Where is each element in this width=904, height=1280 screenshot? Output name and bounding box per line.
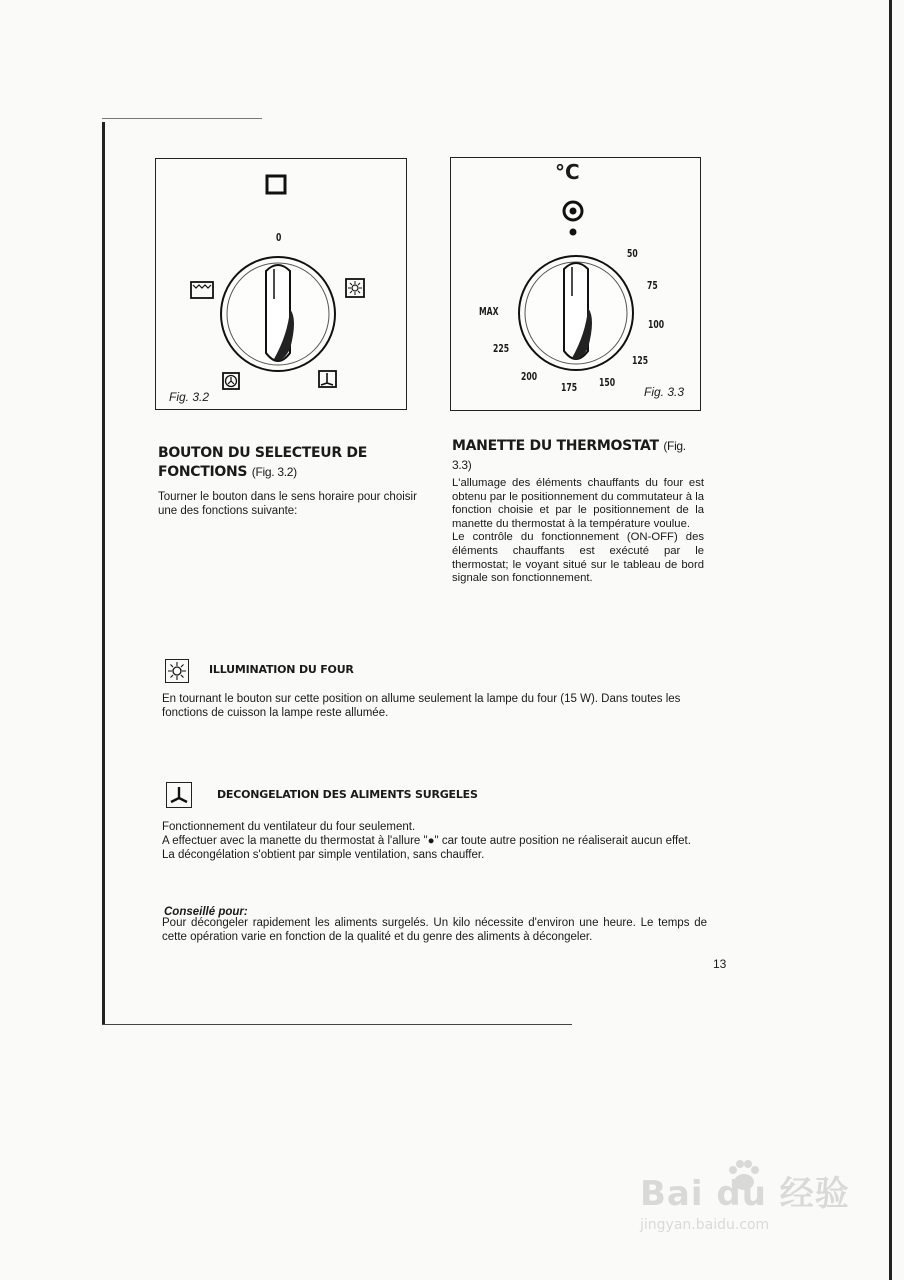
thermostat-text-2: Le contrôle du fonctionnement (ON-OFF) des éléments chauffants est exécuté par le thermostat; le voyant situé sur le tableau de bord signale son fonctionnement. — [452, 531, 704, 585]
baidu-watermark — [640, 1160, 850, 1233]
temp-label-50: 50 — [627, 247, 638, 260]
defrost-body — [162, 820, 707, 862]
temp-label-125: 125 — [632, 354, 649, 367]
thermostat-fig-ref: (Fig. 3.3) — [452, 439, 686, 472]
fan-defrost-small-icon — [319, 371, 336, 387]
section-selector — [158, 444, 420, 518]
oven-light-icon — [165, 659, 189, 683]
temp-label-175: 175 — [561, 381, 578, 394]
selector-title-line2: FONCTIONS — [158, 464, 248, 480]
temp-label-150: 150 — [599, 376, 616, 389]
temp-label-75: 75 — [647, 279, 658, 292]
temp-label-225: 225 — [493, 342, 510, 355]
selector-fig-ref: (Fig. 3.2) — [251, 465, 297, 479]
advice-label: Conseillé pour: — [164, 906, 248, 918]
oven-light-small-icon — [346, 279, 364, 297]
top-rule — [102, 118, 262, 119]
paw-logo-icon — [724, 1154, 764, 1194]
top-element-icon — [191, 282, 213, 298]
temp-label-100: 100 — [648, 318, 665, 331]
page-number: 13 — [713, 957, 727, 971]
fan-ring-icon — [223, 373, 239, 389]
advice-text: Pour décongeler rapidement les aliments surgelés. Un kilo nécessite d'environ une heure. Le temps de cette opération varie en fonction de la qualité et du genre des aliments à décongeler. — [162, 917, 707, 943]
thermostat-text-1: L'allumage des éléments chauffants du four est obtenu par le positionnement du commutateur à la fonction choisie et par le positionnement de la manette du thermostat à la température voulue. — [452, 477, 704, 530]
defrost-line-1: Fonctionnement du ventilateur du four seulement. — [162, 821, 416, 833]
celsius-unit-label: °C — [555, 160, 580, 184]
temp-label-max: MAX — [479, 305, 499, 318]
light-text: En tournant le bouton sur cette position on allume seulement la lampe du four (15 W). Dans toutes les fonctions de cuisson la lampe reste allumée. — [162, 693, 681, 719]
fan-defrost-icon — [166, 782, 192, 808]
watermark-url: jingyan.baidu.com — [640, 1217, 770, 1233]
selector-title-line1: BOUTON DU SELECTEUR DE — [158, 445, 367, 461]
defrost-line-3: La décongélation s'obtient par simple ventilation, sans chauffer. — [162, 849, 485, 861]
figure-3-2-selector-knob — [155, 158, 407, 410]
defrost-line-2: A effectuer avec la manette du thermostat à l'allure "●" car toute autre position ne réaliserait aucun effet. — [162, 835, 691, 847]
bottom-rule — [102, 1024, 572, 1025]
fig-3-2-caption: Fig. 3.2 — [169, 390, 210, 404]
section-thermostat — [452, 437, 704, 586]
selector-knob-drawing — [156, 159, 406, 409]
off-square-icon — [267, 176, 285, 193]
left-margin-rule — [102, 122, 105, 1024]
zero-label: 0 — [276, 231, 282, 244]
thermostat-heading — [452, 437, 704, 475]
fig-3-3-caption: Fig. 3.3 — [644, 385, 685, 399]
thermostat-title: MANETTE DU THERMOSTAT — [452, 438, 659, 454]
temp-label-200: 200 — [521, 370, 538, 383]
defrost-title: DECONGELATION DES ALIMENTS SURGELES — [217, 788, 478, 801]
thermostat-knob-drawing — [451, 158, 700, 410]
watermark-brand: Bai du 经验 — [640, 1174, 850, 1214]
selector-text: Tourner le bouton dans le sens horaire pour choisir une des fonctions suivante: — [158, 491, 417, 517]
figure-3-3-thermostat-knob — [450, 157, 701, 411]
selector-heading — [158, 444, 420, 482]
light-title: ILLUMINATION DU FOUR — [209, 663, 354, 676]
right-binding-edge — [889, 0, 892, 1280]
defrost-dot-marker — [570, 229, 577, 236]
